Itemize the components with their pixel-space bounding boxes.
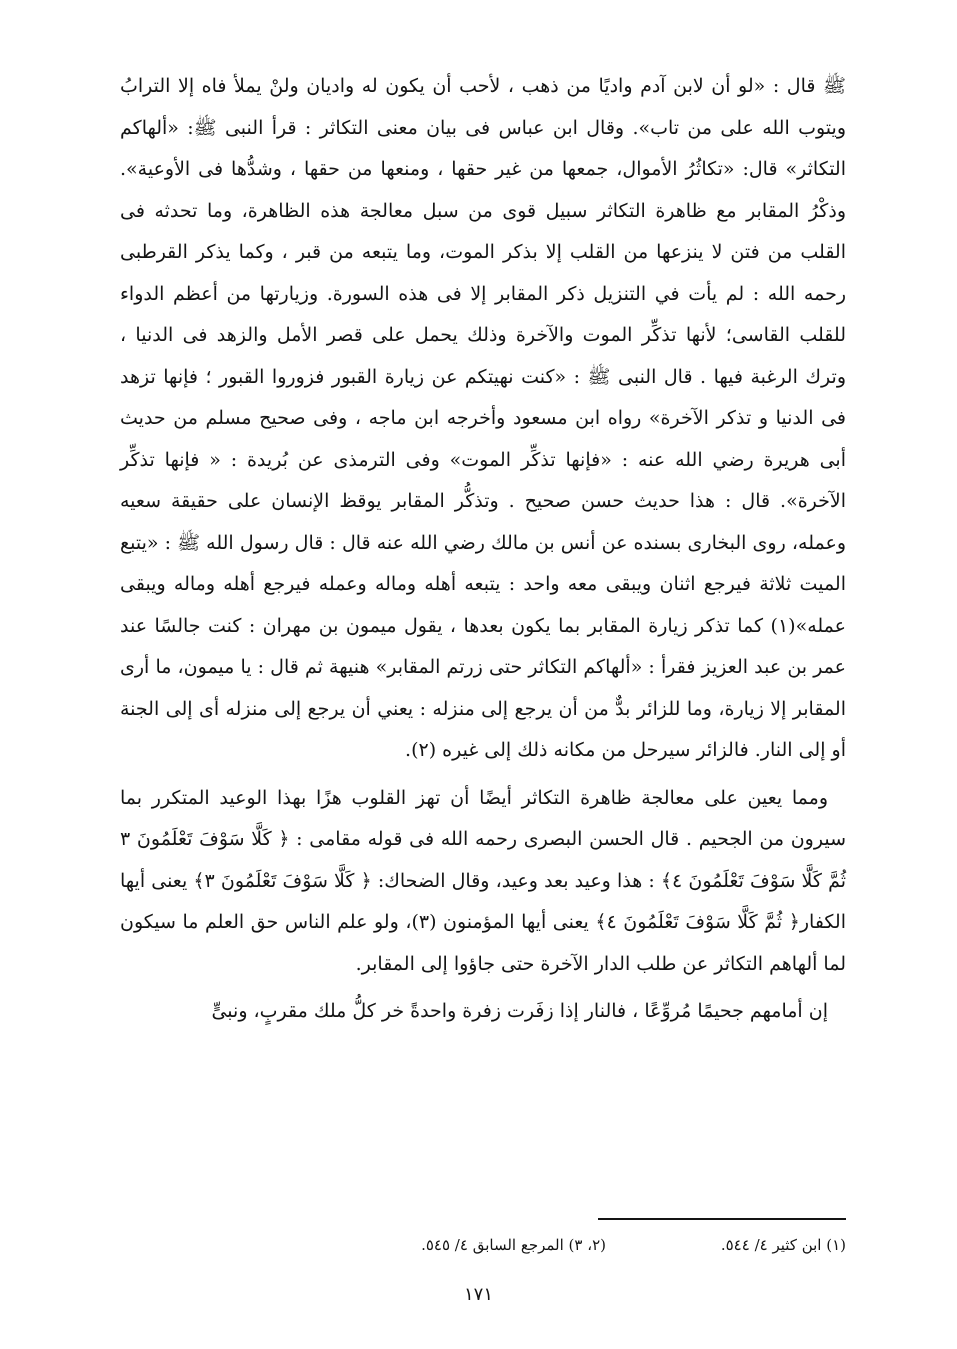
body-text <box>120 66 846 1033</box>
paragraph-1: ﷺ قال : «لو أن لابن آدم واديًا من ذهب ، لأحب أن يكون له واديان ولنْ يملأ فاه إلا الترابُ ويتوب الله على من تاب». وقال ابن عباس فى بيان معنى التكاثر : قرأ النبى ﷺ: «ألهاكم التكاثر» قال: «تكاثُرُ الأموال، جمعها من غير حقها ، ومنعها من حقها ، وشدُّها فى الأوعية». وذكْرُ المقابر مع ظاهرة التكاثر سبيل قوى من سبل معالجة هذه الظاهرة، وما تحدثه فى القلب من فتن لا ينزعها من القلب إلا بذكر الموت، وما يتبعه من قبر ، وكما يذكر القرطبى رحمه الله : لم يأت في التنزيل ذكر المقابر إلا فى هذه السورة. وزيارتها من أعظم الدواء للقلب القاسى؛ لأنها تذكِّر الموت والآخرة وذلك يحمل على قصر الأمل والزهد فى الدنيا ، وترك الرغبة فيها . قال النبى ﷺ : «كنت نهيتكم عن زيارة القبور فزوروا القبور ؛ فإنها تزهد فى الدنيا و تذكر الآخرة» رواه ابن مسعود وأخرجه ابن ماجه ، وفى صحيح مسلم من حديث أبى هريرة رضي الله عنه : «فإنها تذكِّر الموت» وفى الترمذى عن بُريدة : « فإنها تذكِّر الآخرة». قال : هذا حديث حسن صحيح . وتذكُّر المقابر يوقظ الإنسان على حقيقة سعيه وعمله، روى البخارى بسنده عن أنس بن مالك رضي الله عنه قال : قال رسول الله ﷺ : «يتبع الميت ثلاثة فيرجع اثنان ويبقى معه واحد : يتبعه أهله وماله وعمله فيرجع أهله وماله ويبقى عمله»(١) كما تذكر زيارة المقابر بما يكون بعدها ، يقول ميمون بن مهران : كنت جالسًا عند عمر بن عبد العزيز فقرأ : «ألهاكم التكاثر حتى زرتم المقابر» هنيهة ثم قال : يا ميمون، ما أرى المقابر إلا زيارة، وما للزائر بدٌّ من أن يرجع إلى منزله : يعني أن يرجع إلى منزله أى إلى الجنة أو إلى النار. فالزائر سيرحل من مكانه ذلك إلى غيره (٢). <box>120 75 846 761</box>
footnote-1: (١) ابن كثير ٤/ ٥٤٤. <box>720 1236 846 1254</box>
footnote-divider <box>598 1218 846 1220</box>
paragraph-3: إن أمامهم جحيمًا مُروِّعًا ، فالنار إذا زفَرت زفرة واحدةً خر كلُّ ملك مقربٍ، ونبىٍّ <box>211 1000 828 1022</box>
footnotes <box>120 1234 846 1256</box>
page-number: ١٧١ <box>463 1284 493 1305</box>
paragraph-2: ومما يعين على معالجة ظاهرة التكاثر أيضًا أن تهز القلوب هزًا بهذا الوعيد المتكرر بما سيرون من الجحيم . قال الحسن البصرى رحمه الله فى قوله مقامى : ﴿ كَلَّا سَوْفَ تَعْلَمُونَ ٣ ثُمَّ كَلَّا سَوْفَ تَعْلَمُونَ ٤﴾ : هذا وعيد بعد وعيد، وقال الضحاك: ﴿ كَلَّا سَوْفَ تَعْلَمُونَ ٣﴾ يعنى أيها الكفار﴿ ثُمَّ كَلَّا سَوْفَ تَعْلَمُونَ ٤﴾ يعنى أيها المؤمنون (٣)، ولو علم الناس حق العلم ما سيكون لما ألهاهم التكاثر عن طلب الدار الآخرة حتى جاؤوا إلى المقابر. <box>120 786 846 975</box>
footnote-2: (٢، ٣) المرجع السابق ٤/ ٥٤٥. <box>421 1236 606 1254</box>
